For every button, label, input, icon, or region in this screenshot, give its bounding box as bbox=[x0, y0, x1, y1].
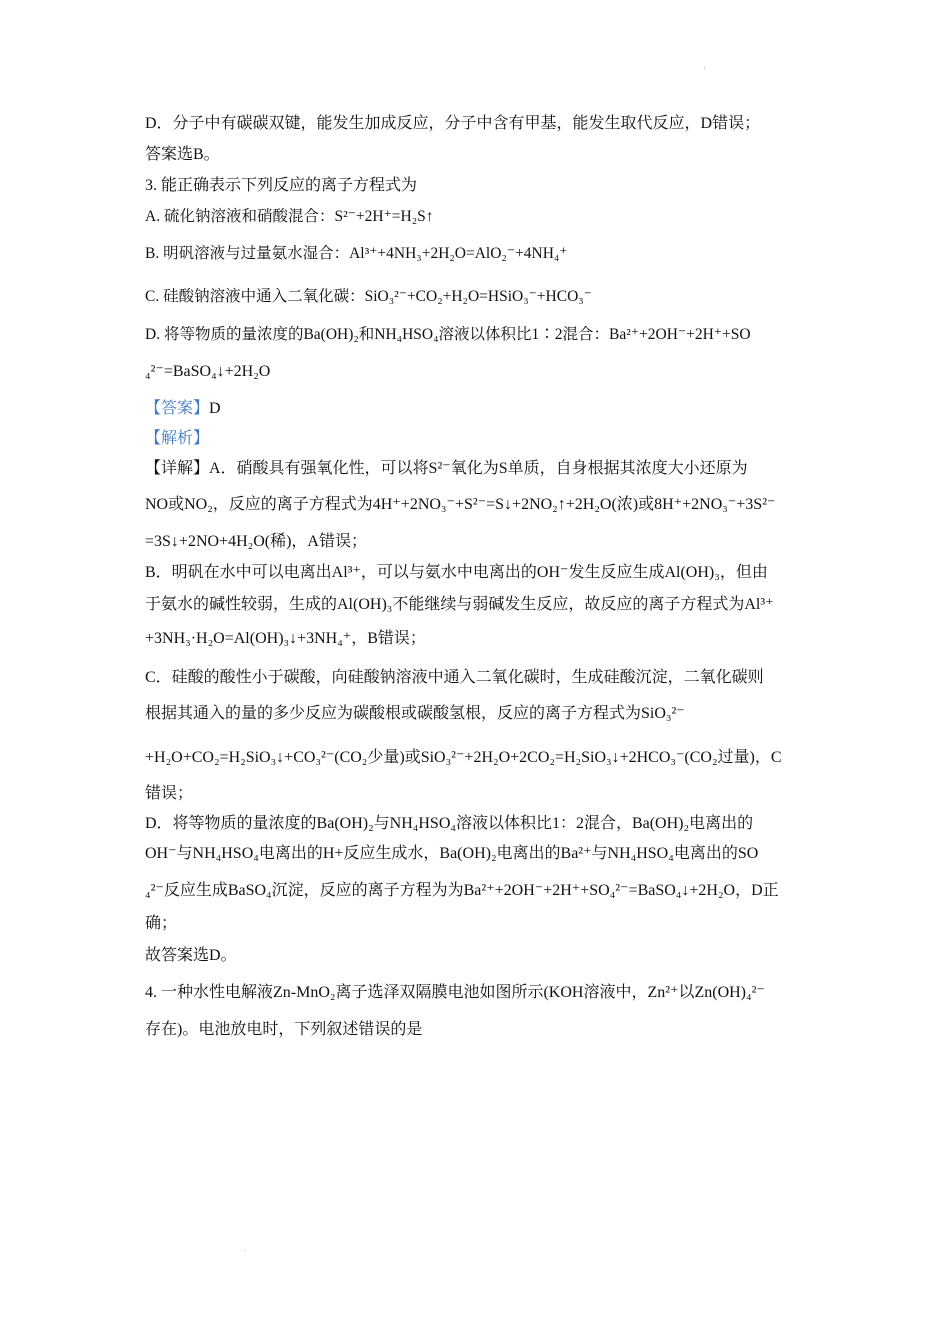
text-line: 存在)。电池放电时，下列叙述错误的是 bbox=[145, 1021, 423, 1038]
page-mark: . bbox=[244, 1244, 246, 1253]
answer-value: D bbox=[209, 400, 221, 417]
answer-line bbox=[145, 399, 221, 419]
text-line: 4. 一种水性电解液Zn-MnO₂离子选泽双隔膜电池如图所示(KOH溶液中，Zn²⁺以Zn(OH)₄²⁻ bbox=[145, 984, 765, 1001]
text-line: 于氨水的碱性较弱，生成的Al(OH)₃不能继续与弱碱发生反应，故反应的离子方程式为Al³⁺ bbox=[145, 596, 774, 613]
text-line: 错误； bbox=[145, 785, 194, 802]
text-line: 答案选B。 bbox=[145, 146, 220, 163]
text-line: C. 硅酸钠溶液中通入二氧化碳：SiO₃²⁻+CO₂+H₂O=HSiO₃⁻+HCO₃⁻ bbox=[145, 288, 592, 305]
text-line: C．硅酸的酸性小于碳酸，向硅酸钠溶液中通入二氧化碳时，生成硅酸沉淀，二氧化碳则 bbox=[145, 669, 764, 686]
text-line: D．将等物质的量浓度的Ba(OH)₂与NH₄HSO₄溶液以体积比1：2混合，Ba(OH)₂电离出的 bbox=[145, 815, 754, 832]
text-line: =3S↓+2NO+4H₂O(稀)，A错误； bbox=[145, 533, 367, 550]
analysis-line bbox=[145, 429, 209, 449]
text-line: B. 明矾溶液与过量氨水湿合：Al³⁺+4NH₃+2H₂O=AlO₂⁻+4NH₄⁺ bbox=[145, 245, 568, 262]
text-line: D. 将等物质的量浓度的Ba(OH)₂和NH₄HSO₄溶液以体积比1∶2混合：Ba²⁺+2OH⁻+2H⁺+SO bbox=[145, 326, 751, 343]
text-line: B．明矾在水中可以电离出Al³⁺，可以与氨水中电离出的OH⁻发生反应生成Al(OH)₃，但由 bbox=[145, 564, 768, 581]
text-line: 根据其通入的量的多少反应为碳酸根或碳酸氢根，反应的离子方程式为SiO₃²⁻ bbox=[145, 705, 685, 722]
text-line: 【详解】A．硝酸具有强氧化性，可以将S²⁻氧化为S单质，自身根据其浓度大小还原为 bbox=[145, 460, 748, 477]
text-line: +3NH₃·H₂O=Al(OH)₃↓+3NH₄⁺，B错误； bbox=[145, 630, 426, 647]
answer-label: 【答案】 bbox=[145, 400, 210, 417]
text-line: NO或NO₂，反应的离子方程式为4H⁺+2NO₃⁻+S²⁻=S↓+2NO₂↑+2H₂O(浓)或8H⁺+2NO₃⁻+3S²⁻ bbox=[145, 496, 776, 513]
text-line: 故答案选D。 bbox=[145, 947, 237, 964]
analysis-label: 【解析】 bbox=[145, 430, 210, 447]
page-mark: ' bbox=[704, 66, 706, 75]
text-line: D．分子中有碳碳双键，能发生加成反应，分子中含有甲基，能发生取代反应，D错误； bbox=[145, 115, 761, 132]
text-line: OH⁻与NH₄HSO₄电离出的H+反应生成水，Ba(OH)₂电离出的Ba²⁺与NH₄HSO₄电离出的SO bbox=[145, 845, 759, 862]
text-line: 3. 能正确表示下列反应的离子方程式为 bbox=[145, 177, 418, 194]
text-line: ₄²⁻=BaSO₄↓+2H₂O bbox=[145, 363, 271, 380]
text-line: 确； bbox=[145, 915, 178, 932]
text-line: ₄²⁻反应生成BaSO₄沉淀，反应的离子方程为为Ba²⁺+2OH⁻+2H⁺+SO₄²⁻=BaSO₄↓+2H₂O，D正 bbox=[145, 882, 779, 899]
text-line: A. 硫化钠溶液和硝酸混合：S²⁻+2H⁺=H₂S↑ bbox=[145, 208, 434, 225]
text-line: +H₂O+CO₂=H₂SiO₃↓+CO₃²⁻(CO₂少量)或SiO₃²⁻+2H₂O+2CO₂=H₂SiO₃↓+2HCO₃⁻(CO₂过量)，C bbox=[145, 749, 782, 766]
